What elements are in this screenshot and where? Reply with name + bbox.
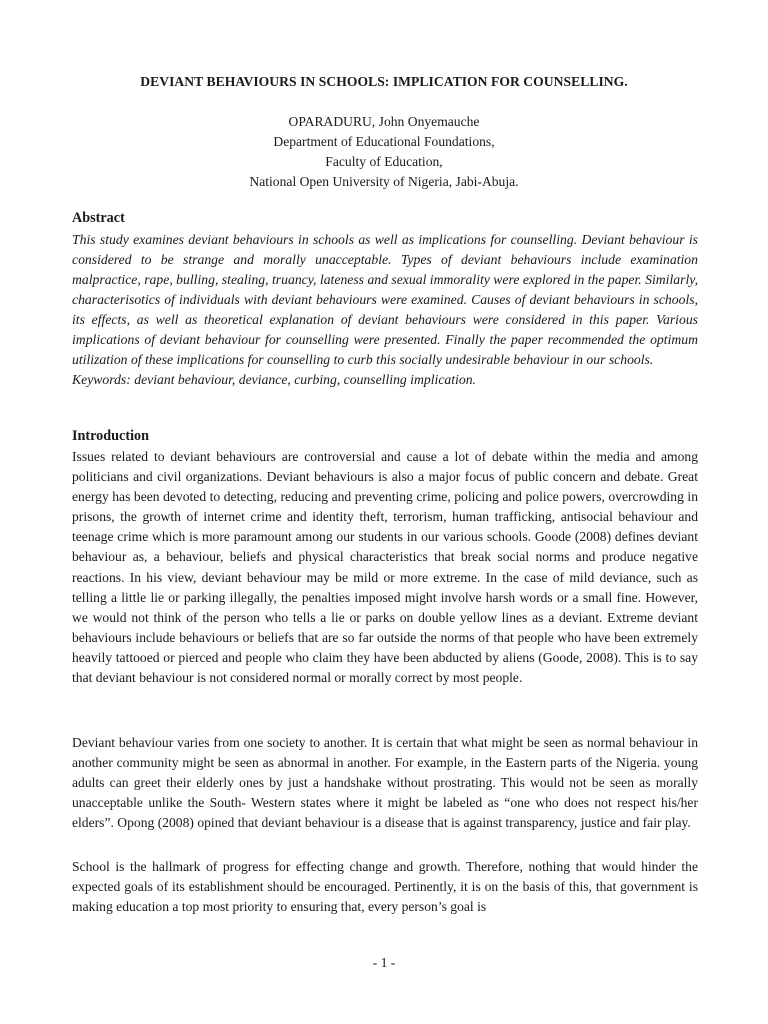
paragraph-text: Deviant behaviour varies from one society to another. It is certain that what might be seen as normal behaviour in another community might be seen as abnormal in another. For example, in the Eastern parts of the Nigeria. young adults can greet their elderly ones by just a handshake without prostrating. This would not be seen as morally unacceptable unlike the South- Western states where it might be labeled as “one who does not respect his/her elders”. Opong (2008) opined that deviant behaviour is a disease that is against transparency, justice and fair play. (72, 735, 698, 831)
paper-title: DEVIANT BEHAVIOURS IN SCHOOLS: IMPLICATION FOR COUNSELLING. (140, 74, 628, 89)
introduction-paragraph-2 (72, 733, 698, 833)
author-name: OPARADURU, John Onyemauche (288, 114, 480, 129)
author-faculty: Faculty of Education, (325, 154, 443, 169)
page-number: - 1 - (372, 955, 396, 970)
paragraph-text: Issues related to deviant behaviours are controversial and cause a lot of debate within the media and among politicians and civil organizations. Deviant behaviours is also a major focus of public concern and debate. Great energy has been devoted to detecting, reducing and preventing crime, policing and police powers, overcrowding in prisons, the growth of internet crime and identity theft, terrorism, human trafficking, antisocial behaviour and teenage crime which is more paramount among our students in our various schools. Goode (2008) defines deviant behaviour as, a behaviour, beliefs and physical characteristics that break social norms and produce negative reactions. In his view, deviant behaviour may be mild or more extreme. In the case of mild deviance, such as telling a little lie or parking illegally, the penalties imposed might involve harsh words or a small fine. However, we would not think of the person who tells a lie or parks on double yellow lines as a deviant. Extreme deviant behaviours include behaviours or beliefs that are so far outside the norms of that people who have been extremely heavily tattooed or pierced and people who claim they have been abducted by aliens (Goode, 2008). This is to say that deviant behaviour is not considered normal or morally correct by most people. (72, 449, 698, 686)
author-institution: National Open University of Nigeria, Jabi-Abuja. (249, 174, 519, 189)
introduction-paragraph-3 (72, 857, 698, 917)
author-department: Department of Educational Foundations, (273, 134, 495, 149)
author-block (0, 112, 768, 192)
abstract-keywords: Keywords: deviant behaviour, deviance, curbing, counselling implication. (72, 372, 476, 387)
abstract-heading: Abstract (72, 210, 125, 226)
introduction-heading: Introduction (72, 428, 149, 444)
abstract-body (72, 230, 698, 390)
introduction-paragraph-1 (72, 447, 698, 688)
abstract-text: This study examines deviant behaviours in schools as well as implications for counselling. Deviant behaviour is considered to be strange and morally unacceptable. Types of deviant behaviours include examination malpractice, rape, bulling, stealing, truancy, lateness and sexual immorality were explored in the paper. Similarly, characterisotics of individuals with deviant behaviours were examined. Causes of deviant behaviours in schools, its effects, as well as theoretical explanation of deviant behaviours were considered in this paper. Various implications of deviant behaviour for counselling were presented. Finally the paper recommended the optimum utilization of these implications for counselling to curb this socially undesirable behaviour in our schools. (72, 232, 698, 367)
paragraph-text: School is the hallmark of progress for effecting change and growth. Therefore, nothing that would hinder the expected goals of its establishment should be encouraged. Pertinently, it is on the basis of this, that government is making education a top most priority to ensuring that, every person’s goal is (72, 859, 698, 915)
